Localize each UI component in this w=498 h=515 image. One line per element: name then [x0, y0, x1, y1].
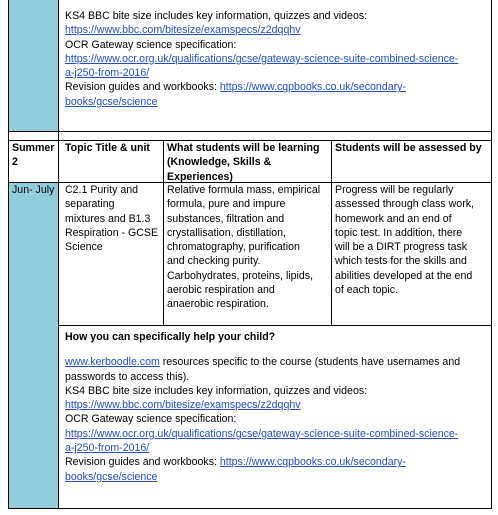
- bbc-link[interactable]: https://www.bbc.com/bitesize/examspecs/z2dqqhv: [65, 24, 301, 37]
- cgp-link-cont[interactable]: books/gcse/science: [65, 470, 158, 483]
- learning-heading: What students will be learning (Knowledge, Skills & Experiences): [167, 142, 320, 183]
- cgp-description: Revision guides and workbooks:: [65, 456, 220, 469]
- top-resources: [65, 9, 489, 109]
- column-divider: [331, 140, 332, 325]
- ocr-link[interactable]: https://www.ocr.org.uk/qualifications/gcse/gateway-science-suite-combined-science-: [65, 52, 459, 65]
- side-column-top: [9, 0, 58, 131]
- kerboodle-description-cont: passwords to access this).: [65, 370, 190, 383]
- assessment-heading: Students will be assessed by: [335, 142, 482, 154]
- bbc-description: KS4 BBC bite size includes key information, quizzes and videos:: [65, 10, 368, 22]
- bbc-link[interactable]: https://www.bbc.com/bitesize/examspecs/z2dqqhv: [65, 399, 301, 412]
- kerboodle-description: resources specific to the course (students have usernames and: [159, 356, 461, 369]
- cgp-link[interactable]: https://www.cgpbooks.co.uk/secondary-: [219, 81, 406, 94]
- curriculum-table: [8, 0, 492, 509]
- topic-heading: Topic Title & unit: [65, 142, 150, 154]
- help-block: [65, 330, 489, 484]
- row-divider: [9, 508, 491, 509]
- column-divider: [163, 140, 164, 325]
- bbc-description: KS4 BBC bite size includes key information, quizzes and videos:: [65, 384, 368, 397]
- help-heading: How you can specifically help your child?: [65, 331, 276, 343]
- cgp-link-cont[interactable]: books/gcse/science: [65, 95, 158, 108]
- column-divider: [58, 0, 59, 509]
- side-column-body: [9, 182, 58, 509]
- ocr-description: OCR Gateway science specification:: [65, 38, 237, 51]
- row-divider: [58, 325, 491, 326]
- kerboodle-link[interactable]: www.kerboodle.com: [65, 356, 160, 369]
- period-cell: Jun- July: [12, 184, 55, 196]
- cgp-link[interactable]: https://www.cgpbooks.co.uk/secondary-: [219, 456, 406, 469]
- ocr-link-cont[interactable]: a-j250-from-2016/: [65, 442, 150, 455]
- term-heading: Summer 2: [12, 142, 55, 169]
- learning-cell: Relative formula mass, empirical formula, pure and impure substances, filtration and crystallisation, distillation, chromatography, purification and checking purity. Carbohydrates, proteins, lipids, aerobic respiration and anaerobic respiration.: [167, 184, 321, 311]
- ocr-description: OCR Gateway science specification:: [65, 413, 237, 426]
- topic-cell: C2.1 Purity and separating mixtures and B1.3 Respiration - GCSE Science: [65, 184, 159, 254]
- row-divider: [9, 131, 491, 132]
- assessment-cell: Progress will be regularly assessed through class work, homework and an end of topic test. In addition, there will be a DIRT progress task which tests for the skills and abilities developed at the end of each topic.: [335, 184, 474, 297]
- ocr-link[interactable]: https://www.ocr.org.uk/qualifications/gcse/gateway-science-suite-combined-science-: [65, 427, 459, 440]
- ocr-link-cont[interactable]: a-j250-from-2016/: [65, 67, 150, 80]
- cgp-description: Revision guides and workbooks:: [65, 81, 220, 94]
